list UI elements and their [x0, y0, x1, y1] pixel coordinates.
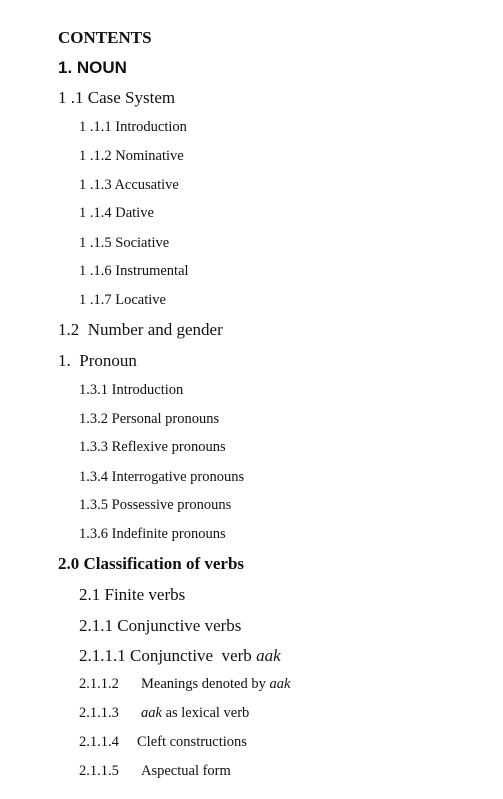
section-pronoun: 1. Pronoun: [58, 351, 137, 370]
toc-item-aak-lexical-verb: [79, 706, 249, 721]
toc-item-conjunctive-verbs: 2.1.1 Conjunctive verbs: [79, 616, 242, 635]
toc-item-interrogative-pronouns: 1.3.4 Interrogative pronouns: [79, 469, 245, 485]
conjunctive-verb-prefix: 2.1.1.1 Conjunctive verb: [79, 646, 257, 665]
toc-item-sociative: 1 .1.5 Sociative: [79, 235, 170, 251]
toc-item-reflexive-pronouns: 1.3.3 Reflexive pronouns: [79, 439, 226, 455]
item-text: as lexical verb: [161, 705, 250, 721]
item-text: Cleft constructions: [137, 734, 247, 750]
toc-item-locative: 1 .1.7 Locative: [79, 292, 166, 308]
item-text: Meanings denoted by: [141, 676, 270, 692]
item-number: 2.1.1.2: [79, 676, 119, 692]
contents-heading: CONTENTS: [58, 28, 152, 47]
section-case-system: 1 .1 Case System: [58, 88, 176, 107]
section-classification-of-verbs: 2.0 Classification of verbs: [58, 554, 245, 573]
toc-item-possessive-pronouns: 1.3.5 Possessive pronouns: [79, 497, 232, 513]
toc-item-indefinite-pronouns: 1.3.6 Indefinite pronouns: [79, 526, 226, 542]
section-number-gender: 1.2 Number and gender: [58, 320, 223, 339]
toc-item-meanings-denoted: [79, 677, 290, 692]
toc-item-cleft-constructions: [79, 735, 247, 750]
toc-item-conjunctive-verb-aak: [79, 647, 281, 664]
toc-item-accusative: 1 .1.3 Accusative: [79, 177, 179, 193]
toc-item-finite-verbs: 2.1 Finite verbs: [79, 585, 186, 604]
aak-term: aak: [141, 705, 162, 721]
toc-item-dative: 1 .1.4 Dative: [79, 205, 154, 221]
toc-item-case-introduction: 1 .1.1 Introduction: [79, 119, 187, 135]
aak-term: aak: [256, 646, 281, 665]
aak-term: aak: [269, 676, 291, 692]
toc-item-personal-pronouns: 1.3.2 Personal pronouns: [79, 411, 220, 427]
toc-item-aspectual-form: [79, 764, 231, 779]
toc-item-pronoun-introduction: 1.3.1 Introduction: [79, 382, 184, 398]
item-number: 2.1.1.5: [79, 763, 119, 779]
item-number: 2.1.1.3: [79, 705, 119, 721]
item-text: Aspectual form: [141, 763, 231, 779]
toc-item-instrumental: 1 .1.6 Instrumental: [79, 263, 189, 279]
toc-item-nominative: 1 .1.2 Nominative: [79, 148, 184, 164]
section-noun: 1. NOUN: [58, 58, 127, 77]
item-number: 2.1.1.4: [79, 734, 119, 750]
